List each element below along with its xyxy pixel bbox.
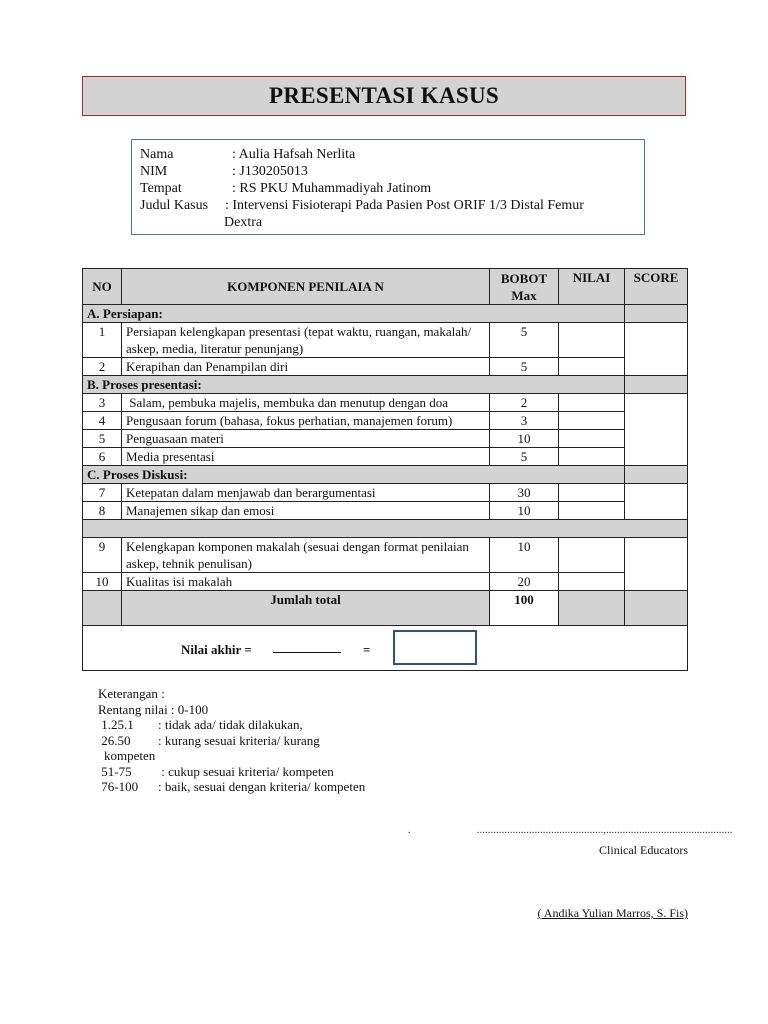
identity-box <box>131 139 645 235</box>
table-row <box>83 412 688 430</box>
section-score-cell <box>625 376 688 394</box>
row-grade-cell[interactable] <box>559 538 625 573</box>
row-component: Kelengkapan komponen makalah (sesuai dengan format penilaian askep, tehnik penulisan) <box>122 538 490 573</box>
legend-item <box>98 733 418 749</box>
row-component: Manajemen sikap dan emosi <box>122 502 490 520</box>
header-grade: NILAI <box>559 269 625 305</box>
legend-item-desc: : tidak ada/ tidak dilakukan, <box>158 717 303 732</box>
row-no: 7 <box>83 484 122 502</box>
legend-item-range: 76-100 <box>98 779 139 794</box>
final-score-equals: = <box>363 642 371 657</box>
final-score-cell <box>83 626 688 671</box>
row-grade-cell[interactable] <box>559 502 625 520</box>
row-no: 3 <box>83 394 122 412</box>
total-value: 100 <box>490 591 559 626</box>
name-value: : Aulia Hafsah Nerlita <box>232 147 356 162</box>
row-weight: 5 <box>490 448 559 466</box>
place-value: : RS PKU Muhammadiyah Jatinom <box>232 181 432 196</box>
signature-role: Clinical Educators <box>599 843 688 857</box>
row-weight: 5 <box>490 323 559 358</box>
section-score-cell <box>625 305 688 323</box>
row-grade-cell[interactable] <box>559 394 625 412</box>
identity-name-row <box>140 146 355 163</box>
section-row <box>83 305 688 323</box>
row-component: Salam, pembuka majelis, membuka dan menutup dengan doa <box>122 394 490 412</box>
legend <box>98 686 418 795</box>
row-no: 9 <box>83 538 122 573</box>
legend-item-desc: kompeten <box>104 748 156 763</box>
row-no: 5 <box>83 430 122 448</box>
legend-heading: Keterangan : <box>98 686 165 701</box>
header-no: NO <box>83 269 122 305</box>
row-weight: 10 <box>490 430 559 448</box>
section-label: B. Proses presentasi: <box>83 376 625 394</box>
case-label: Judul Kasus <box>140 198 209 213</box>
row-weight: 3 <box>490 412 559 430</box>
row-weight: 30 <box>490 484 559 502</box>
signature-date-line: . ..............................................,.............................................. <box>408 824 733 836</box>
table-row <box>83 573 688 591</box>
header-score: SCORE <box>625 269 688 305</box>
legend-item <box>98 717 418 733</box>
final-score-line <box>273 652 341 653</box>
section-label: A. Persiapan: <box>83 305 625 323</box>
table-row <box>83 394 688 412</box>
table-row <box>83 502 688 520</box>
form-title: PRESENTASI KASUS <box>82 76 686 116</box>
row-grade-cell[interactable] <box>559 484 625 502</box>
row-grade-cell[interactable] <box>559 448 625 466</box>
section-label: C. Proses Diskusi: <box>83 466 625 484</box>
row-component: Ketepatan dalam menjawab dan berargumentasi <box>122 484 490 502</box>
nim-label: NIM <box>140 164 168 179</box>
table-row <box>83 323 688 358</box>
row-no: 4 <box>83 412 122 430</box>
legend-item-range: 1.25.1 <box>98 717 134 732</box>
score-cell[interactable] <box>625 323 688 376</box>
row-no: 10 <box>83 573 122 591</box>
row-weight: 20 <box>490 573 559 591</box>
legend-range: Rentang nilai : 0-100 <box>98 701 209 717</box>
legend-item-range: 26.50 <box>98 732 131 748</box>
legend-item-range: 51-75 <box>98 763 132 779</box>
header-weight <box>490 269 559 305</box>
row-grade-cell[interactable] <box>559 573 625 591</box>
row-no: 1 <box>83 323 122 358</box>
identity-nim-row <box>140 163 308 180</box>
total-row <box>83 591 688 626</box>
row-no: 2 <box>83 358 122 376</box>
legend-item-desc: : kurang sesuai kriteria/ kurang <box>158 732 320 748</box>
legend-item <box>98 779 418 795</box>
nim-value: : J130205013 <box>232 164 308 179</box>
row-no: 8 <box>83 502 122 520</box>
case-value: : Intervensi Fisioterapi Pada Pasien Post ORIF 1/3 Distal Femur <box>225 198 584 213</box>
signature-name: ( Andika Yulian Marros, S. Fis) <box>537 906 688 920</box>
row-grade-cell[interactable] <box>559 358 625 376</box>
row-grade-cell[interactable] <box>559 323 625 358</box>
table-row <box>83 358 688 376</box>
row-component: Kerapihan dan Penampilan diri <box>122 358 490 376</box>
legend-item <box>98 748 418 764</box>
score-cell[interactable] <box>625 538 688 591</box>
final-score-label: Nilai akhir = <box>181 642 252 657</box>
row-component: Persiapan kelengkapan presentasi (tepat waktu, ruangan, makalah/ askep, media, literatur penunjang) <box>122 323 490 358</box>
row-component: Kualitas isi makalah <box>122 573 490 591</box>
final-score-row <box>83 626 688 671</box>
row-weight: 10 <box>490 538 559 573</box>
table-row <box>83 448 688 466</box>
row-component: Pengusaan forum (bahasa, fokus perhatian, manajemen forum) <box>122 412 490 430</box>
row-weight: 2 <box>490 394 559 412</box>
table-header-row <box>83 269 688 305</box>
assessment-table <box>82 268 688 671</box>
legend-item-desc: : cukup sesuai kriteria/ kompeten <box>158 763 334 779</box>
row-grade-cell[interactable] <box>559 412 625 430</box>
case-value-continued: Dextra <box>224 215 263 230</box>
legend-item-desc: : baik, sesuai dengan kriteria/ kompeten <box>158 779 366 794</box>
score-cell[interactable] <box>625 394 688 466</box>
section-row <box>83 376 688 394</box>
row-no: 6 <box>83 448 122 466</box>
table-row <box>83 484 688 502</box>
row-weight: 5 <box>490 358 559 376</box>
total-score-cell <box>625 591 688 626</box>
table-row <box>83 538 688 573</box>
table-row <box>83 430 688 448</box>
total-grade-cell <box>559 591 625 626</box>
score-cell[interactable] <box>625 484 688 520</box>
legend-item <box>98 764 418 780</box>
row-component: Penguasaan materi <box>122 430 490 448</box>
final-score-box[interactable] <box>393 630 477 665</box>
header-weight-line2: Max <box>511 287 537 303</box>
place-label: Tempat <box>140 181 182 196</box>
row-component: Media presentasi <box>122 448 490 466</box>
identity-case-row <box>140 197 584 214</box>
total-label: Jumlah total <box>122 591 490 626</box>
total-no-cell <box>83 591 122 626</box>
section-row <box>83 466 688 484</box>
blank-section-row <box>83 520 688 538</box>
identity-place-row <box>140 180 431 197</box>
row-weight: 10 <box>490 502 559 520</box>
header-weight-line1: BOBOT <box>500 270 548 286</box>
row-grade-cell[interactable] <box>559 430 625 448</box>
section-score-cell <box>625 466 688 484</box>
name-label: Nama <box>140 147 174 162</box>
blank-section-cell <box>83 520 688 538</box>
header-component: KOMPONEN PENILAIA N <box>122 269 490 305</box>
